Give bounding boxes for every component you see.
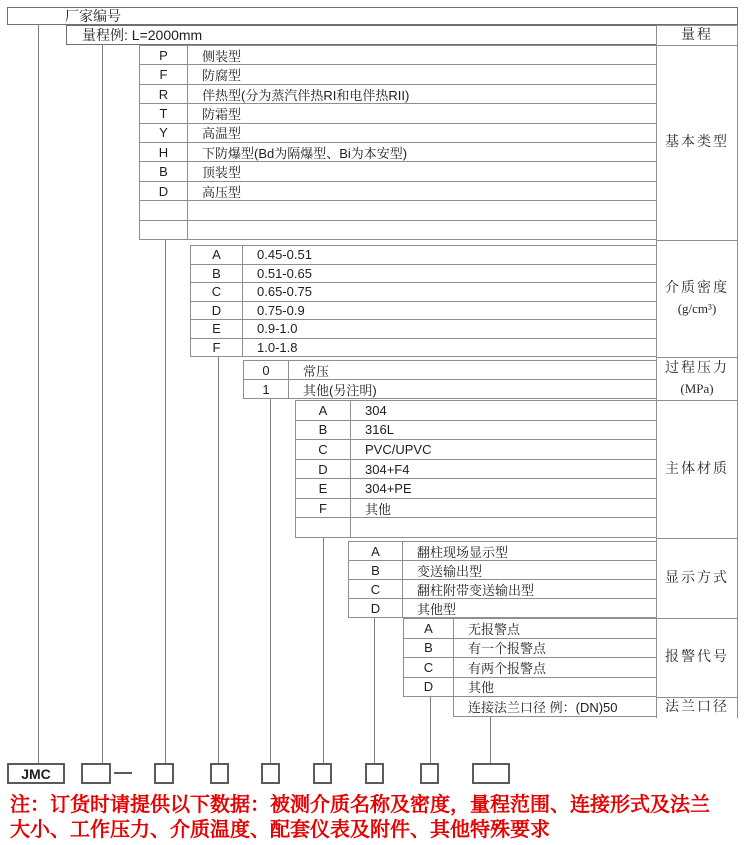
option-code: 0 — [244, 361, 289, 379]
option-code: P — [140, 46, 188, 64]
body-material-row-B — [296, 421, 656, 441]
process-pressure-table — [243, 360, 656, 399]
option-code: B — [140, 162, 188, 180]
factory-code-box — [7, 7, 738, 25]
option-code: A — [296, 401, 351, 420]
connector-body-material — [323, 538, 324, 763]
option-code — [296, 518, 351, 537]
option-description — [351, 518, 656, 537]
basic-type-row-F — [140, 65, 656, 84]
option-code: E — [296, 479, 351, 498]
option-description: 侧装型 — [202, 48, 242, 64]
option-code: Y — [140, 124, 188, 142]
basic-type-row-B — [140, 162, 656, 181]
connector-flange-diameter — [490, 717, 491, 763]
option-description: 1.0-1.8 — [257, 339, 298, 355]
medium-density-row-D — [191, 302, 656, 321]
option-description: 有一个报警点 — [468, 641, 547, 657]
option-description: 无报警点 — [468, 621, 521, 637]
model-code-box-5 — [313, 763, 332, 784]
connector-basic-type — [165, 240, 166, 763]
body-material-row-C — [296, 440, 656, 460]
label-range: 量程 — [657, 26, 737, 46]
option-description: 0.75-0.9 — [257, 302, 305, 318]
option-description: 其他(另注明) — [303, 382, 377, 398]
option-description: 伴热型(分为蒸汽伴热RI和电伴热RII) — [202, 87, 410, 103]
option-description: 顶装型 — [202, 165, 242, 181]
basic-type-row-T — [140, 104, 656, 123]
medium-density-row-E — [191, 320, 656, 339]
basic-type-row-empty-9 — [140, 221, 656, 240]
option-description: 防霜型 — [202, 106, 242, 122]
basic-type-table — [139, 45, 656, 240]
alarm-code-row-C — [404, 658, 656, 678]
model-code-box-1 — [81, 763, 111, 784]
medium-density-row-A — [191, 246, 656, 265]
connector-range — [102, 45, 103, 763]
model-code-box-7 — [420, 763, 439, 784]
label-medium-density: 介质密度 (g/cm³) — [657, 241, 737, 358]
option-description: 0.9-1.0 — [257, 321, 298, 337]
alarm-code-table — [403, 618, 656, 697]
basic-type-row-H — [140, 143, 656, 162]
display-mode-row-B — [349, 561, 656, 580]
model-code-box-2 — [154, 763, 174, 784]
option-description: 常压 — [303, 363, 330, 379]
option-code: B — [404, 639, 454, 658]
option-code: F — [140, 65, 188, 83]
flange-diameter-text: 连接法兰口径 例：(DN)50 — [468, 700, 618, 715]
connector-process-pressure — [270, 399, 271, 763]
option-description: 316L — [365, 422, 394, 438]
medium-density-row-B — [191, 265, 656, 284]
medium-density-table — [190, 245, 656, 357]
model-code-dash — [114, 772, 132, 774]
order-note-line-1: 注：订货时请提供以下数据：被测介质名称及密度，量程范围、连接形式及法兰 — [10, 794, 710, 816]
option-description: 有两个报警点 — [468, 660, 547, 676]
option-description: 0.51-0.65 — [257, 265, 312, 281]
option-code: C — [404, 658, 454, 677]
connector-alarm-code — [430, 697, 431, 763]
body-material-row-F — [296, 499, 656, 519]
option-description: 翻柱附带变送输出型 — [417, 582, 535, 598]
label-basic-type: 基本类型 — [657, 46, 737, 241]
option-description: 304+F4 — [365, 461, 410, 477]
option-code: D — [404, 678, 454, 697]
display-mode-row-D — [349, 599, 656, 618]
label-flange-diameter: 法兰口径 — [665, 700, 729, 715]
option-code: H — [140, 143, 188, 161]
range-example-box — [66, 25, 656, 45]
flange-diameter-row — [453, 697, 656, 717]
alarm-code-row-D — [404, 678, 656, 698]
option-description: 翻柱现场显示型 — [417, 544, 509, 560]
connector-display-mode — [374, 618, 375, 763]
connector-factory-code — [38, 24, 39, 763]
option-code: F — [191, 339, 243, 357]
basic-type-row-Y — [140, 124, 656, 143]
range-example-label: 量程例: L=2000mm — [82, 27, 203, 43]
factory-code-label: 厂家编号 — [65, 8, 121, 24]
option-description — [188, 221, 656, 239]
label-alarm-code: 报警代号 — [657, 619, 737, 698]
display-mode-row-A — [349, 542, 656, 561]
model-prefix-box: JMC — [7, 763, 65, 784]
medium-density-row-F — [191, 339, 656, 358]
alarm-code-row-B — [404, 639, 656, 659]
basic-type-row-empty-8 — [140, 201, 656, 220]
option-description — [188, 201, 656, 219]
process-pressure-row-0 — [244, 361, 656, 380]
basic-type-row-D — [140, 182, 656, 201]
option-description: 变送输出型 — [417, 563, 483, 579]
option-code: T — [140, 104, 188, 122]
body-material-row-empty-6 — [296, 518, 656, 538]
option-code: C — [191, 283, 243, 301]
option-code — [140, 201, 188, 219]
option-description: 其他 — [468, 680, 495, 696]
option-description: 高压型 — [202, 184, 242, 200]
option-code — [140, 221, 188, 239]
option-code: A — [191, 246, 243, 264]
basic-type-row-P — [140, 46, 656, 65]
display-mode-row-C — [349, 580, 656, 599]
option-description: 0.45-0.51 — [257, 247, 312, 263]
option-description: 304+PE — [365, 481, 412, 497]
option-code: R — [140, 85, 188, 103]
option-code: B — [296, 421, 351, 440]
option-code: B — [191, 265, 243, 283]
option-code: B — [349, 561, 403, 579]
option-code: A — [404, 619, 454, 638]
option-code: C — [296, 440, 351, 459]
body-material-row-A — [296, 401, 656, 421]
model-code-box-4 — [261, 763, 280, 784]
option-description: 其他型 — [417, 601, 457, 617]
process-pressure-row-1 — [244, 380, 656, 399]
option-description: 下防爆型(Bd为隔爆型、Bi为本安型) — [202, 145, 408, 161]
option-description: 0.65-0.75 — [257, 284, 312, 300]
option-description: PVC/UPVC — [365, 441, 432, 457]
option-description: 高温型 — [202, 126, 242, 142]
model-code-box-3 — [210, 763, 229, 784]
option-code: D — [140, 182, 188, 200]
option-code: C — [349, 580, 403, 598]
model-code-box-6 — [365, 763, 384, 784]
model-code-box-8 — [472, 763, 510, 784]
option-description: 其他 — [365, 501, 392, 517]
option-code: D — [296, 460, 351, 479]
option-code: D — [191, 302, 243, 320]
option-code: E — [191, 320, 243, 338]
alarm-code-row-A — [404, 619, 656, 639]
body-material-table — [295, 400, 656, 538]
option-description: 防腐型 — [202, 68, 242, 84]
option-description: 304 — [365, 402, 387, 418]
display-mode-table — [348, 541, 656, 618]
body-material-row-D — [296, 460, 656, 480]
option-code: F — [296, 499, 351, 518]
label-body-material: 主体材质 — [657, 401, 737, 539]
connector-medium-density — [218, 357, 219, 763]
category-label-column — [656, 25, 738, 718]
option-code: A — [349, 542, 403, 560]
medium-density-row-C — [191, 283, 656, 302]
label-display-mode: 显示方式 — [657, 539, 737, 619]
order-note-line-2: 大小、工作压力、介质温度、配套仪表及附件、其他特殊要求 — [10, 819, 550, 841]
option-code: D — [349, 599, 403, 617]
label-process-pressure: 过程压力 (MPa) — [657, 358, 737, 401]
option-code: 1 — [244, 380, 289, 398]
basic-type-row-R — [140, 85, 656, 104]
body-material-row-E — [296, 479, 656, 499]
